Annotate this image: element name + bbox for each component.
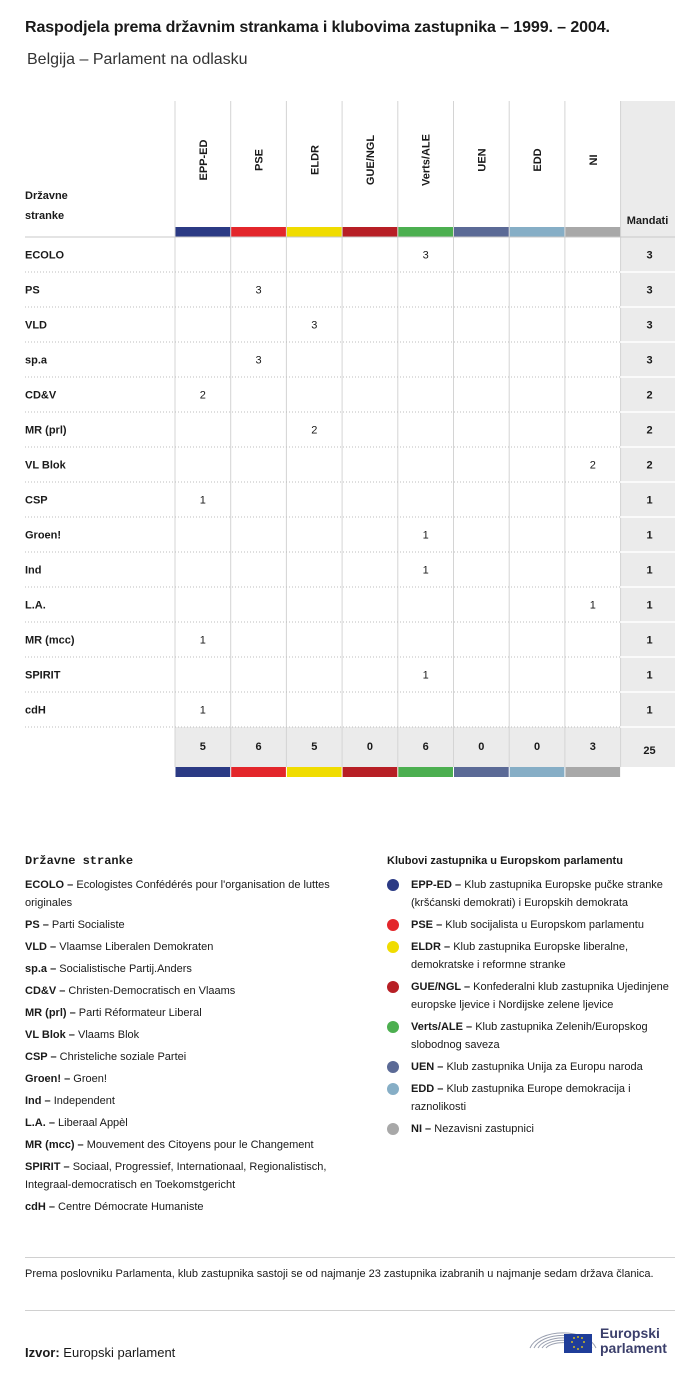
group-color-bar xyxy=(398,227,453,237)
row-header-label: Državne xyxy=(25,190,68,202)
group-color-dot xyxy=(387,1061,399,1073)
group-legend-abbr: GUE/NGL – xyxy=(411,981,471,993)
group-total-value: 3 xyxy=(589,741,596,753)
group-color-dot xyxy=(387,941,399,953)
group-color-dot xyxy=(387,919,399,931)
group-color-bar xyxy=(510,227,565,237)
group-total-value: 5 xyxy=(311,741,318,753)
party-total-value: 1 xyxy=(646,494,653,507)
group-color-bar-bottom xyxy=(231,767,286,777)
group-legend-name: Klub zastupnika Europske pučke stranke (kršćanski demokrati) i Europskih demokrata xyxy=(411,879,663,909)
group-legend-text xyxy=(411,1058,643,1076)
group-legend-item xyxy=(387,1018,682,1054)
party-legend-name: Parti Socialiste xyxy=(51,919,125,931)
party-row-label: VLD xyxy=(25,319,47,332)
party-row-label: PS xyxy=(25,284,40,297)
chart-title: Raspodjela prema državnim strankama i klubovima zastupnika – 1999. – 2004. xyxy=(25,19,610,36)
chart-subtitle: Belgija – Parlament na odlasku xyxy=(27,51,248,68)
group-total-value: 6 xyxy=(422,741,429,753)
party-legend-abbr: L.A. – xyxy=(25,1117,55,1129)
group-color-bar-bottom xyxy=(176,767,231,777)
party-legend-item xyxy=(25,876,365,912)
group-legend-heading: Klubovi zastupnika u Europskom parlamentu xyxy=(387,855,623,867)
party-legend-name: Vlaamse Liberalen Demokraten xyxy=(59,941,214,953)
party-legend-name: Liberaal Appèl xyxy=(58,1117,128,1129)
group-legend-abbr: UEN – xyxy=(411,1061,444,1073)
party-row-label: CD&V xyxy=(25,389,57,402)
group-color-dot xyxy=(387,981,399,993)
party-legend-heading: Državne stranke xyxy=(25,854,134,868)
party-legend-abbr: VL Blok – xyxy=(25,1029,75,1041)
party-legend-item xyxy=(25,982,365,1000)
party-total-value: 1 xyxy=(646,634,653,647)
party-legend-item xyxy=(25,1026,365,1044)
grand-total-value: 25 xyxy=(643,745,656,757)
seat-count-cell: 2 xyxy=(199,389,206,402)
group-column-header: EPP-ED xyxy=(197,139,210,181)
party-total-value: 3 xyxy=(646,249,653,262)
party-legend-abbr: sp.a – xyxy=(25,963,57,975)
party-legend-item xyxy=(25,1092,365,1110)
party-legend-name: Christeliche soziale Partei xyxy=(59,1051,187,1063)
party-row-label: cdH xyxy=(25,704,46,717)
seat-count-cell: 1 xyxy=(422,529,429,542)
party-total-value: 3 xyxy=(646,319,653,332)
group-legend-item xyxy=(387,978,682,1014)
group-color-bar-bottom xyxy=(565,767,620,777)
group-column-header: EDD xyxy=(532,148,545,172)
group-legend-name: Klub zastupnika Europske liberalne, demokratske i reformne stranke xyxy=(411,941,629,971)
logo-line1: Europski xyxy=(600,1325,660,1341)
seat-count-cell: 2 xyxy=(311,424,318,437)
party-row-label: Ind xyxy=(25,564,42,577)
party-total-value: 3 xyxy=(646,284,653,297)
group-legend-name: Nezavisni zastupnici xyxy=(434,1123,534,1135)
party-legend-name: Groen! xyxy=(73,1073,107,1085)
group-color-bar xyxy=(287,227,342,237)
footnote: Prema poslovniku Parlamenta, klub zastupnika sastoji se od najmanje 23 zastupnika izabranih u najmanje sedam država članica. xyxy=(25,1268,654,1280)
group-total-value: 0 xyxy=(366,741,374,753)
party-legend-name: Sociaal, Progressief, Internationaal, Regionalistisch, Integraal-democratisch en Toekomstgericht xyxy=(25,1161,327,1191)
party-row-label: sp.a xyxy=(25,354,48,367)
group-legend-name: Klub zastupnika Europe demokracija i raznolikosti xyxy=(411,1083,631,1113)
seat-count-cell: 1 xyxy=(199,704,206,717)
group-color-bar xyxy=(565,227,620,237)
party-row-label: MR (prl) xyxy=(25,424,67,437)
seat-count-cell: 1 xyxy=(199,494,206,507)
party-row-label: CSP xyxy=(25,494,48,507)
party-legend-abbr: Groen! – xyxy=(25,1073,71,1085)
group-legend-name: Konfederalni klub zastupnika Ujedinjene europske ljevice i Nordijske zelene ljevice xyxy=(411,981,669,1011)
seat-count-cell: 1 xyxy=(199,634,206,647)
party-total-value: 1 xyxy=(646,669,653,682)
party-legend-name: Independent xyxy=(53,1095,115,1107)
group-legend-item xyxy=(387,938,682,974)
group-legend-text xyxy=(411,1080,682,1116)
group-total-value: 5 xyxy=(199,741,206,753)
divider xyxy=(25,1310,675,1311)
party-legend-item xyxy=(25,960,365,978)
group-legend-abbr: PSE – xyxy=(411,919,443,931)
group-legend-item xyxy=(387,1120,682,1138)
group-legend-text xyxy=(411,916,644,934)
group-legend-abbr: EDD – xyxy=(411,1083,444,1095)
party-legend-item xyxy=(25,1070,365,1088)
group-column-header: UEN xyxy=(476,148,489,172)
group-column-header: PSE xyxy=(253,148,266,172)
party-legend-abbr: PS – xyxy=(25,919,49,931)
seat-count-cell: 3 xyxy=(255,354,262,367)
group-color-bar-bottom xyxy=(343,767,398,777)
party-legend-item xyxy=(25,1136,365,1154)
source-line xyxy=(25,1345,175,1360)
party-legend-abbr: MR (mcc) – xyxy=(25,1139,84,1151)
party-legend-item xyxy=(25,1004,365,1022)
party-legend-abbr: cdH – xyxy=(25,1201,55,1213)
group-color-bar xyxy=(176,227,231,237)
group-legend xyxy=(387,852,682,1142)
group-legend-abbr: NI – xyxy=(411,1123,432,1135)
party-legend-item xyxy=(25,1198,365,1216)
party-legend-item xyxy=(25,1114,365,1132)
party-total-value: 2 xyxy=(646,459,653,472)
party-row-label: VL Blok xyxy=(25,459,66,472)
group-color-bar-bottom xyxy=(454,767,509,777)
group-legend-item xyxy=(387,876,682,912)
group-color-dot xyxy=(387,1083,399,1095)
party-legend-item xyxy=(25,1048,365,1066)
group-legend-text xyxy=(411,978,682,1014)
party-total-value: 2 xyxy=(646,389,653,402)
seat-count-cell: 3 xyxy=(422,249,429,262)
seat-count-cell: 3 xyxy=(255,284,262,297)
seat-count-cell: 2 xyxy=(589,459,596,472)
party-total-value: 1 xyxy=(646,564,653,577)
party-total-value: 2 xyxy=(646,424,653,437)
party-row-label: Groen! xyxy=(25,529,62,542)
party-legend-item xyxy=(25,916,365,934)
group-color-bar xyxy=(343,227,398,237)
party-legend-name: Christen-Democratisch en Vlaams xyxy=(68,985,236,997)
group-legend-text xyxy=(411,1018,682,1054)
group-legend-text xyxy=(411,938,682,974)
group-total-value: 6 xyxy=(255,741,262,753)
party-legend-abbr: CD&V – xyxy=(25,985,66,997)
party-legend-name: Parti Réformateur Liberal xyxy=(78,1007,202,1019)
party-total-value: 1 xyxy=(646,599,653,612)
party-row-label: ECOLO xyxy=(25,249,65,262)
party-legend-item xyxy=(25,938,365,956)
party-total-value: 1 xyxy=(646,704,653,717)
party-row-label: L.A. xyxy=(25,599,46,612)
party-total-value: 3 xyxy=(646,354,653,367)
group-legend-item xyxy=(387,1058,682,1076)
party-legend-abbr: CSP – xyxy=(25,1051,57,1063)
group-color-dot xyxy=(387,1123,399,1135)
group-color-bar xyxy=(231,227,286,237)
group-legend-item xyxy=(387,916,682,934)
logo-text xyxy=(600,1326,667,1356)
party-legend-name: Vlaams Blok xyxy=(78,1029,140,1041)
logo-line2: parlament xyxy=(600,1340,667,1356)
party-legend xyxy=(25,852,365,1220)
group-color-dot xyxy=(387,1021,399,1033)
group-legend-item xyxy=(387,1080,682,1116)
seat-count-cell: 3 xyxy=(311,319,318,332)
source-label: Izvor: xyxy=(25,1345,60,1360)
group-color-bar-bottom xyxy=(398,767,453,777)
group-legend-name: Klub zastupnika Zelenih/Europskog slobodnog saveza xyxy=(411,1021,648,1051)
party-legend-abbr: VLD – xyxy=(25,941,57,953)
group-legend-abbr: ELDR – xyxy=(411,941,451,953)
party-legend-item xyxy=(25,1158,365,1194)
party-total-value: 1 xyxy=(646,529,653,542)
party-row-label: SPIRIT xyxy=(25,669,61,682)
group-color-bar-bottom xyxy=(510,767,565,777)
group-column-header: ELDR xyxy=(309,145,322,175)
party-legend-name: Mouvement des Citoyens pour le Changement xyxy=(86,1139,314,1151)
group-legend-abbr: Verts/ALE – xyxy=(411,1021,473,1033)
party-legend-abbr: ECOLO – xyxy=(25,879,74,891)
group-color-dot xyxy=(387,879,399,891)
party-legend-name: Centre Démocrate Humaniste xyxy=(58,1201,204,1213)
group-color-bar xyxy=(454,227,509,237)
seat-count-cell: 1 xyxy=(422,669,429,682)
group-legend-name: Klub zastupnika Unija za Europu naroda xyxy=(446,1061,643,1073)
divider xyxy=(25,1257,675,1258)
party-legend-name: Socialistische Partij.Anders xyxy=(59,963,192,975)
party-legend-abbr: Ind – xyxy=(25,1095,51,1107)
group-column-header: NI xyxy=(587,154,600,166)
party-legend-abbr: MR (prl) – xyxy=(25,1007,76,1019)
group-color-bar-bottom xyxy=(287,767,342,777)
party-legend-abbr: SPIRIT – xyxy=(25,1161,70,1173)
group-total-value: 0 xyxy=(478,741,485,753)
row-header-label: stranke xyxy=(25,210,65,222)
group-total-value: 0 xyxy=(533,741,541,753)
group-column-header: Verts/ALE xyxy=(420,134,433,186)
group-legend-abbr: EPP-ED – xyxy=(411,879,462,891)
group-legend-name: Klub socijalista u Europskom parlamentu xyxy=(445,919,644,931)
mandati-header: Mandati xyxy=(626,215,669,227)
source-value: Europski parlament xyxy=(63,1345,176,1360)
seat-count-cell: 1 xyxy=(422,564,429,577)
party-row-label: MR (mcc) xyxy=(25,634,75,647)
group-column-header: GUE/NGL xyxy=(364,134,377,186)
seat-count-cell: 1 xyxy=(589,599,596,612)
group-legend-text xyxy=(411,1120,534,1138)
party-legend-name: Ecologistes Confédérés pour l'organisation de luttes originales xyxy=(25,879,330,909)
group-legend-text xyxy=(411,876,682,912)
